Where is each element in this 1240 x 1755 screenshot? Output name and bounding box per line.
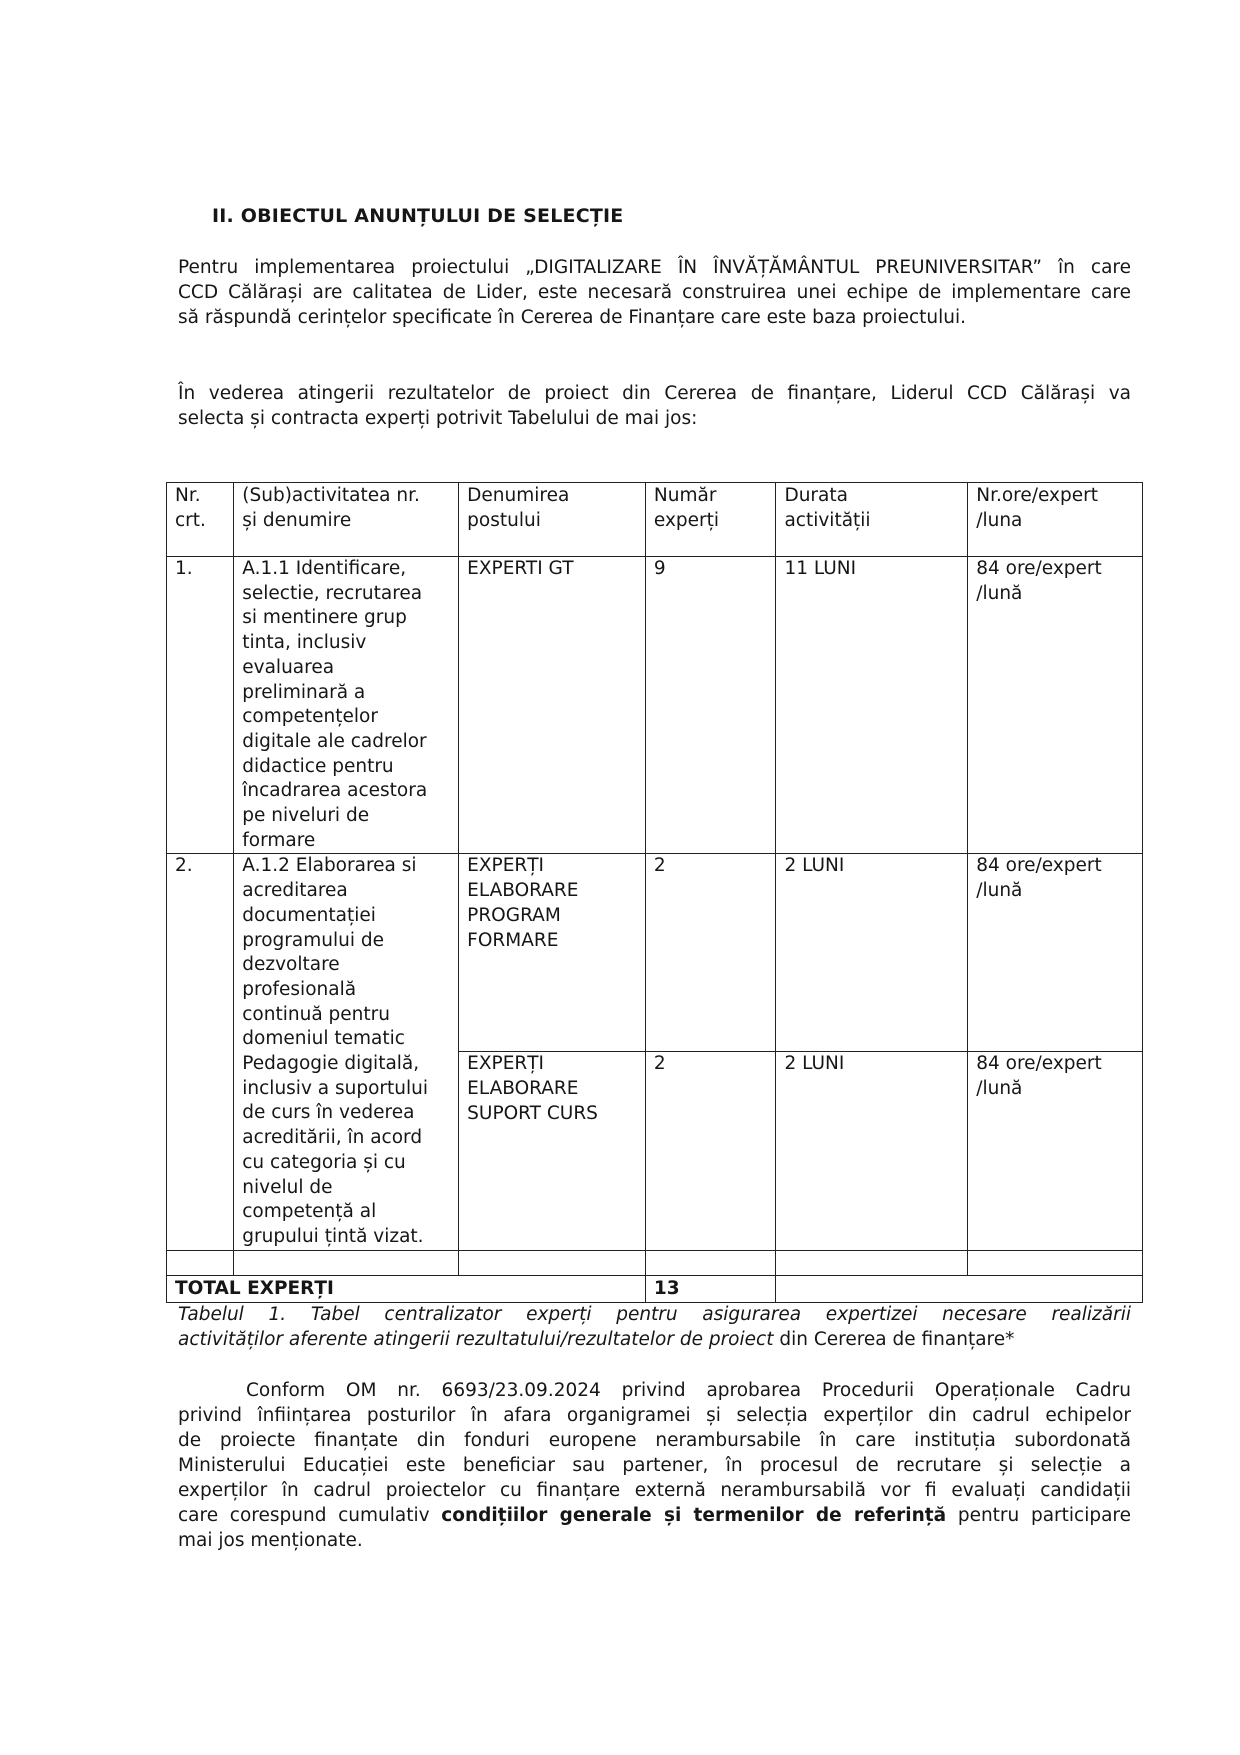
row2a-post: EXPERȚI ELABORARE PROGRAM FORMARE — [459, 854, 646, 1052]
blank-cell — [645, 1250, 776, 1275]
row2b-post: EXPERȚI ELABORARE SUPORT CURS — [459, 1052, 646, 1250]
row2b-count: 2 — [645, 1052, 776, 1250]
closing-line-4: Ministerului Educației este beneficiar sau partener, în procesul de recrutare și selecție a — [178, 1455, 1131, 1476]
row1-count: 9 — [645, 557, 776, 854]
blank-cell — [234, 1250, 459, 1275]
closing-line-6 — [178, 1503, 1131, 1528]
row2-nr: 2. — [167, 854, 234, 1250]
closing-line-6-bold: condițiilor generale și termenilor de referință — [441, 1505, 947, 1526]
lead-line-1: În vederea atingerii rezultatelor de proiect din Cererea de finanțare, Liderul CCD Călărași va — [178, 383, 1131, 404]
table-header-row — [167, 483, 1143, 557]
row2a-count: 2 — [645, 854, 776, 1052]
lead-line-2: selecta și contracta experți potrivit Tabelului de mai jos: — [178, 408, 698, 429]
closing-line-5: experților în cadrul proiectelor cu finanțare externă nerambursabilă vor fi evaluați candidații — [178, 1480, 1131, 1501]
table-row-2a — [167, 854, 1143, 1052]
row1-duration: 11 LUNI — [776, 557, 968, 854]
total-value: 13 — [645, 1275, 776, 1302]
table-blank-row — [167, 1250, 1143, 1275]
row2b-hours: 84 ore/expert /lună — [968, 1052, 1143, 1250]
closing-line-3: de proiecte finanțate din fonduri europene nerambursabile în care instituția subordonată — [178, 1430, 1131, 1451]
row2a-hours: 84 ore/expert /lună — [968, 854, 1143, 1052]
blank-cell — [459, 1250, 646, 1275]
closing-paragraph — [178, 1378, 1131, 1553]
row1-nr: 1. — [167, 557, 234, 854]
table-row-1 — [167, 557, 1143, 854]
header-post: Denumirea postului — [459, 483, 646, 557]
row2b-duration: 2 LUNI — [776, 1052, 968, 1250]
header-nr: Nr. crt. — [167, 483, 234, 557]
section-heading: II. OBIECTUL ANUNȚULUI DE SELECȚIE — [212, 205, 624, 227]
row1-hours: 84 ore/expert /lună — [968, 557, 1143, 854]
row2a-duration: 2 LUNI — [776, 854, 968, 1052]
caption-line-2 — [178, 1327, 1131, 1352]
lead-paragraph — [178, 381, 1131, 431]
intro-line-1: Pentru implementarea proiectului „DIGITALIZARE ÎN ÎNVĂȚĂMÂNTUL PREUNIVERSITAR” în care — [178, 257, 1131, 278]
header-count: Număr experți — [645, 483, 776, 557]
header-duration: Durata activității — [776, 483, 968, 557]
table-caption — [178, 1302, 1131, 1352]
blank-cell — [167, 1250, 234, 1275]
caption-line-2-rest: din Cererea de finanțare* — [773, 1329, 1015, 1350]
intro-line-3: să răspundă cerințelor specificate în Cererea de Finanțare care este baza proiectului. — [178, 307, 966, 328]
blank-cell — [776, 1250, 968, 1275]
caption-line-1-text: Tabel centralizator experți pentru asigurarea expertizei necesare realizării — [310, 1304, 1131, 1325]
total-empty — [776, 1275, 1143, 1302]
caption-line-2-italic: activităților aferente atingerii rezultatului/rezultatelor de proiect — [178, 1329, 774, 1350]
total-label: TOTAL EXPERȚI — [167, 1275, 646, 1302]
row1-post: EXPERTI GT — [459, 557, 646, 854]
header-hours: Nr.ore/expert /luna — [968, 483, 1143, 557]
header-activity: (Sub)activitatea nr. și denumire — [234, 483, 459, 557]
closing-line-6-a: care corespund cumulativ — [178, 1505, 442, 1526]
closing-line-2: privind înființarea posturilor în afara organigramei și selecția experților din cadrul echipelor — [178, 1405, 1131, 1426]
caption-prefix: Tabelul 1. — [178, 1304, 287, 1325]
closing-line-1: Conform OM nr. 6693/23.09.2024 privind aprobarea Procedurii Operaționale Cadru — [246, 1380, 1131, 1401]
caption-line-1 — [178, 1302, 1131, 1327]
table-total-row — [167, 1275, 1143, 1302]
closing-line-7: mai jos menționate. — [178, 1530, 363, 1551]
row2-activity: A.1.2 Elaborarea si acreditarea documentației programului de dezvoltare profesională continuă pentru domeniul tematic Pedagogie digitală, inclusiv a suportului de curs în vederea acreditării, în acord cu categoria și cu nivelul de competență al grupului țintă vizat. — [234, 854, 459, 1250]
intro-line-2: CCD Călărași are calitatea de Lider, este necesară construirea unei echipe de implementare care — [178, 282, 1131, 303]
closing-line-6-b: pentru participare — [946, 1505, 1132, 1526]
blank-cell — [968, 1250, 1143, 1275]
experts-table — [166, 482, 1143, 1303]
row1-activity: A.1.1 Identificare, selectie, recrutarea si mentinere grup tinta, inclusiv evaluarea preliminară a competențelor digitale ale cadrelor didactice pentru încadrarea acestora pe niveluri de formare — [234, 557, 459, 854]
intro-paragraph — [178, 255, 1131, 330]
